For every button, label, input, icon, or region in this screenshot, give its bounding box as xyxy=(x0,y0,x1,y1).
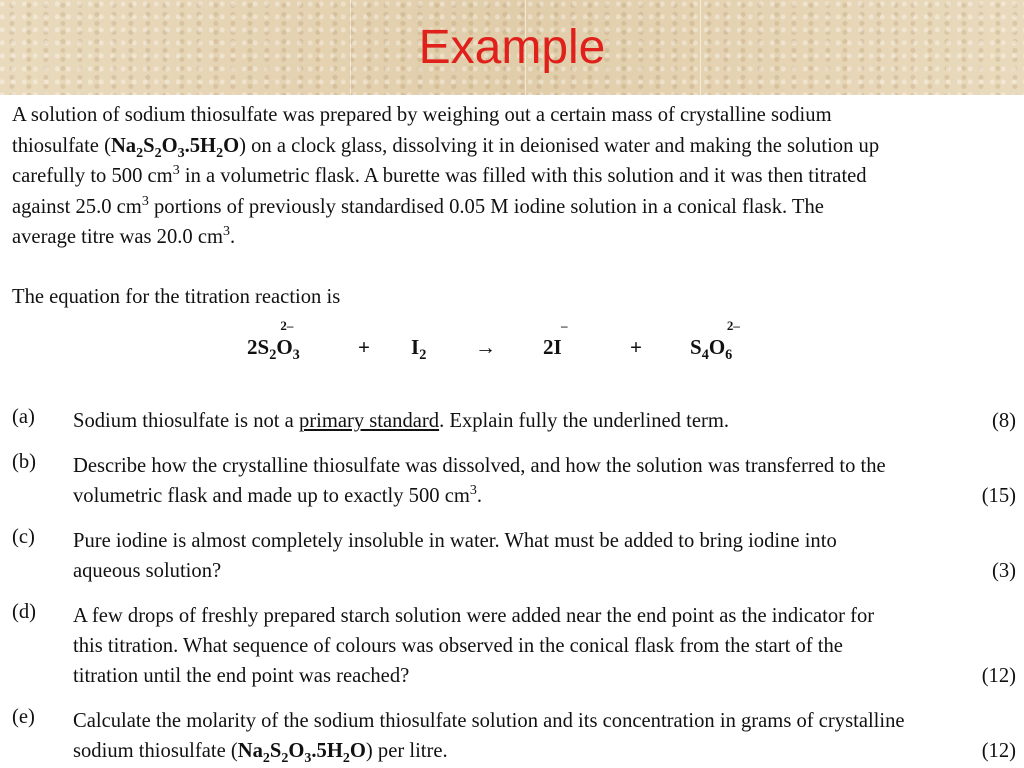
marks: (12) xyxy=(981,665,1016,687)
intro-paragraph xyxy=(12,100,1016,253)
question-e: Calculate the molarity of the sodium thiosulfate solution and its concentration in grams of crystalline sodium thiosulfate $(Na_2S_2O_3.5H_2O)$ per litre. (12) xyxy=(73,710,1016,767)
intro-line-2: thiosulfate $(Na_2S_2O_3.5H_2O)$ on a clock glass, dissolving it in deionised water and making the solution up xyxy=(12,134,880,161)
marks: (8) xyxy=(991,410,1016,432)
intro-line-5: average titre was 20.0 $cm^3$. xyxy=(12,224,236,248)
iodide-ion: 2I – xyxy=(543,318,568,359)
question-c: Pure iodine is almost completely insoluble in water. What must be added to bring iodine into aqueous solution? (3) xyxy=(73,526,1016,586)
chemical-formula: $Na_2S_2O_3.5H_2O$ xyxy=(237,740,366,767)
marks: (3) xyxy=(991,560,1016,582)
marks: (12) xyxy=(981,740,1016,762)
chemical-formula: $Na_2S_2O_3.5H_2O$ xyxy=(110,134,240,161)
plus-sign: + xyxy=(358,335,370,359)
intro-line-4: against 25.0 $cm^3$ portions of previously standardised 0.05 M iodine solution in a conical flask. The xyxy=(12,193,824,218)
question-c-label: (c) xyxy=(12,526,35,548)
question-a-label: (a) xyxy=(12,406,35,428)
marks: (15) xyxy=(981,485,1016,507)
question-a: Sodium thiosulfate is not a primary standard. Explain fully the underlined term. (8) xyxy=(73,406,1016,436)
question-d: A few drops of freshly prepared starch solution were added near the end point as the indicator for this titration. What sequence of colours was observed in the conical flask from the start of the titration until the end point was reached? (12) xyxy=(73,601,1016,691)
slide-header xyxy=(0,0,1024,95)
thiosulfate-ion: $2S_2O$ 2– $_3$ xyxy=(247,318,300,364)
slide-title: Example xyxy=(418,21,606,74)
underlined-term: primary standard xyxy=(298,410,440,432)
question-b-label: (b) xyxy=(12,451,37,473)
question-e-label: (e) xyxy=(12,706,35,728)
question-d-label: (d) xyxy=(12,601,37,623)
tetrathionate-ion: $S_4O$ 2– $_6$ xyxy=(690,318,740,364)
question-b: Describe how the crystalline thiosulfate was dissolved, and how the solution was transferred to the volumetric flask and made up to exactly 500 $cm^3$. (15) xyxy=(73,451,1016,511)
arrow-icon: → xyxy=(475,335,496,359)
intro-line-3: carefully to 500 $cm^3$ in a volumetric flask. A burette was filled with this solution and it was then titrated xyxy=(12,163,867,187)
plus-sign: + xyxy=(630,335,642,359)
iodine-molecule: $I_2$ xyxy=(411,335,427,364)
intro-line-1: A solution of sodium thiosulfate was prepared by weighing out a certain mass of crystalline sodium xyxy=(12,104,832,126)
equation-intro: The equation for the titration reaction is xyxy=(12,286,341,308)
